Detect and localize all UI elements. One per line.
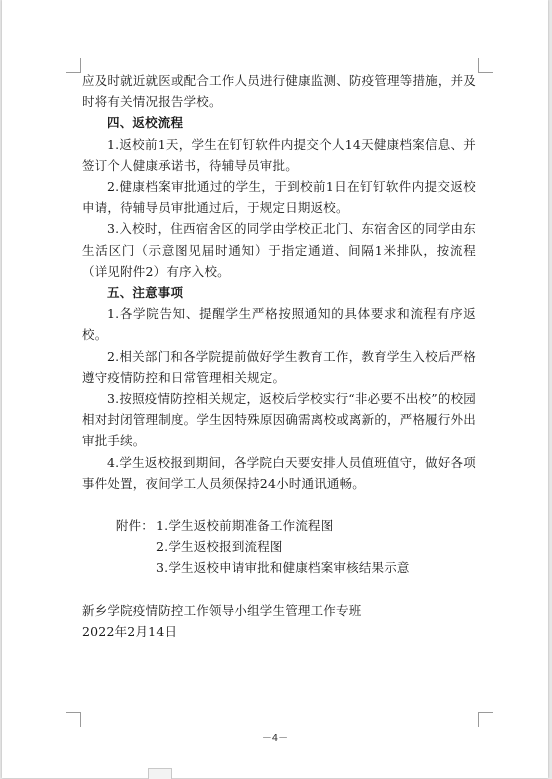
paragraph-5-1: 1.各学院告知、提醒学生严格按照通知的具体要求和流程有序返校。 — [82, 306, 476, 343]
paragraph-5-3: 3.按照疫情防控相关规定，返校后学校实行“非必要不出校”的校园相对封闭管理制度。学生因特殊原因确需离校或离新的，严格履行外出审批手续。 — [82, 391, 476, 449]
section-heading-return-process: 四、返校流程 — [107, 115, 184, 131]
crop-mark-bottom-left — [66, 712, 81, 727]
paragraph-4-2: 2.健康档案审批通过的学生，于到校前1日在钉钉软件内提交返校申请，待辅导员审批通过后，于规定日期返校。 — [82, 179, 476, 216]
paragraph-intro: 应及时就近就医或配合工作人员进行健康监测、防疫管理等措施，并及时将有关情况报告学校。 — [82, 73, 476, 110]
signature-organization: 新乡学院疫情防控工作领导小组学生管理工作专班 — [82, 602, 362, 618]
signature-date: 2022年2月14日 — [82, 623, 178, 639]
section-heading-notes: 五、注意事项 — [107, 285, 184, 301]
crop-mark-top-left — [66, 58, 81, 73]
crop-mark-bottom-right — [478, 712, 493, 727]
page-number: －4－ — [261, 733, 289, 744]
paragraph-4-3: 3.入校时，住西宿舍区的同学由学校正北门、东宿舍区的同学由东生活区门（示意图见届时通知）于指定通道、间隔1米排队，按流程（详见附件2）有序入校。 — [82, 221, 476, 279]
paragraph-5-4: 4.学生返校报到期间，各学院白天要安排人员值班值守，做好各项事件处置，夜间学工人员须保持24小时通讯通畅。 — [82, 454, 476, 491]
attachment-item-1: 1.学生返校前期准备工作流程图 — [156, 518, 334, 534]
crop-mark-top-right — [478, 58, 493, 73]
attachment-item-3: 3.学生返校申请审批和健康档案审核结果示意 — [156, 560, 410, 576]
attachment-list — [82, 515, 476, 536]
attachment-label: 附件： — [115, 518, 154, 534]
paragraph-4-1: 1.返校前1天，学生在钉钉软件内提交个人14天健康档案信息、并签订个人健康承诺书，待辅导员审批。 — [82, 136, 476, 173]
document-body — [82, 70, 476, 642]
document-page — [2, 0, 548, 778]
attachment-item-2: 2.学生返校报到流程图 — [156, 539, 283, 555]
paragraph-5-2: 2.相关部门和各学院提前做好学生教育工作，教育学生入校后严格遵守疫情防控和日常管理相关规定。 — [82, 348, 476, 385]
next-page-edge — [148, 768, 172, 779]
